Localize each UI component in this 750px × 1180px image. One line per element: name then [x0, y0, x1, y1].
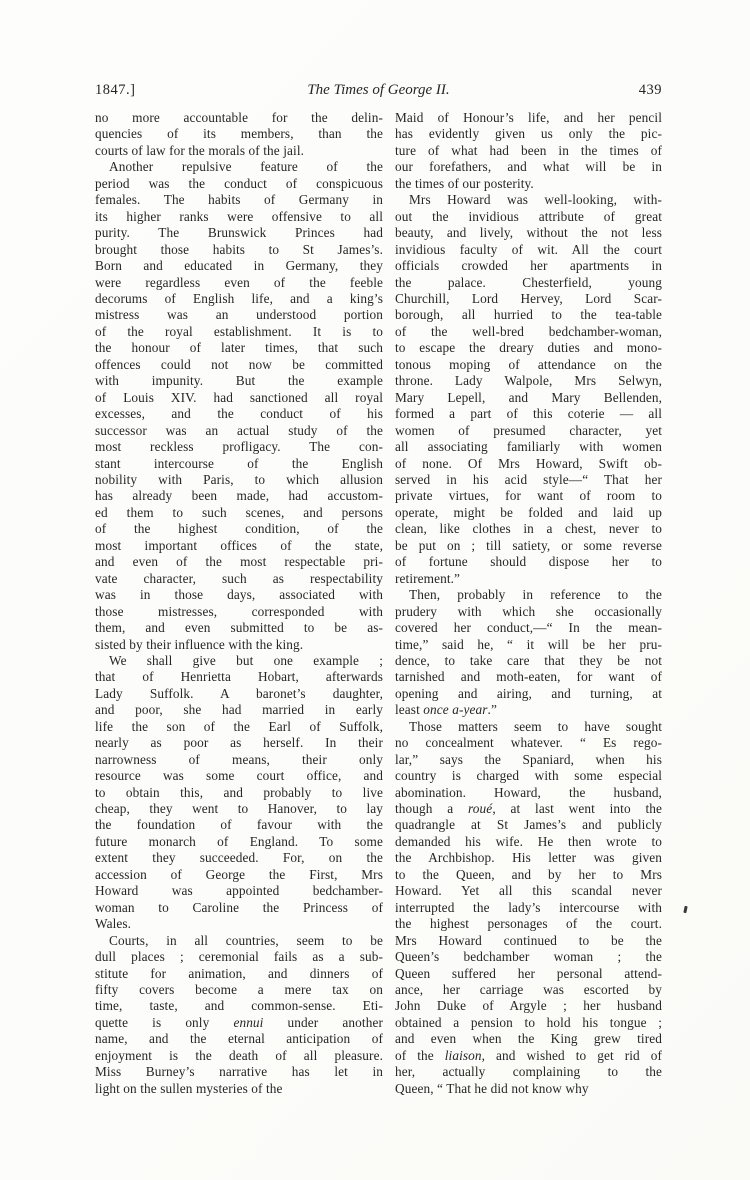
text-line: retirement.” [395, 570, 461, 586]
text-line: Howard. Yet all this scandal never [395, 883, 662, 899]
text-line: out the invidious attribute of great [395, 208, 662, 224]
text-line: ance, her carriage was escorted by [395, 982, 662, 998]
text-line: extent they succeeded. For, on the [95, 850, 383, 866]
page-date: 1847.] [95, 82, 136, 98]
text-line: We shall give but one example ; [109, 652, 383, 668]
left-column [95, 110, 383, 1097]
text-line: has already been made, had accustom- [95, 488, 383, 504]
text-line: resource was some court office, and [95, 768, 383, 784]
paragraph [95, 653, 383, 933]
text-line: vate character, such as respectability [95, 570, 383, 586]
text-line: females. The habits of Germany in [95, 192, 383, 208]
text-line: sisted by their influence with the king. [95, 636, 304, 652]
text-line: all associating familiarly with women [395, 439, 662, 455]
text-line: time, taste, and common-sense. Eti- [95, 998, 383, 1014]
text-line: brought those habits to St James’s. [95, 241, 383, 257]
text-line: and even of the most respectable pri- [95, 554, 383, 570]
paragraph [395, 587, 662, 719]
running-title: The Times of George II. [307, 82, 450, 98]
page-header [95, 82, 662, 99]
text-line: the honour of later times, that such [95, 340, 383, 356]
text-line: opening and airing, and turning, at [395, 685, 662, 701]
text-line: successor was an actual study of the [95, 422, 383, 438]
text-line: country is charged with some especial [395, 768, 662, 784]
text-line: formed a part of this coterie — all [395, 406, 662, 422]
text-line: operate, might be folded and laid up [395, 504, 662, 520]
text-line: Maid of Honour’s life, and her pencil [395, 110, 662, 125]
text-line: of the liaison, and wished to get rid of [395, 1047, 662, 1063]
paragraph [95, 110, 383, 159]
text-line: most important offices of the state, [95, 537, 383, 553]
text-line: no more accountable for the delin- [95, 110, 383, 125]
text-line: private virtues, for want of room to [395, 488, 662, 504]
text-line: future monarch of England. To some [95, 833, 383, 849]
text-line: ture of what had been in the times of [395, 142, 662, 158]
page-body [95, 110, 662, 1097]
text-line: the foundation of favour with the [95, 817, 383, 833]
text-line: demanded his wife. He then wrote to [395, 833, 662, 849]
text-line: ed them to such scenes, and persons [95, 504, 383, 520]
text-line: the palace. Chesterfield, young [395, 274, 662, 290]
text-line: Miss Burney’s narrative has let in [95, 1064, 383, 1080]
text-line: purity. The Brunswick Princes had [95, 225, 383, 241]
text-line: Queen’s bedchamber woman ; the [395, 949, 662, 965]
text-line: no concealment whatever. “ Es rego- [395, 735, 662, 751]
text-line: Lady Suffolk. A baronet’s daughter, [95, 685, 383, 701]
ink-speck [683, 906, 687, 913]
text-line: Howard was appointed bedchamber- [95, 883, 383, 899]
text-line: invidious faculty of wit. All the court [395, 241, 662, 257]
text-line: be put on ; till satiety, or some reverse [395, 537, 662, 553]
text-line: period was the conduct of conspicuous [95, 175, 383, 191]
text-line: our forefathers, and what will be in [395, 159, 662, 175]
text-line: Mrs Howard was well-looking, with- [409, 192, 662, 208]
right-column [395, 110, 662, 1097]
text-line: dull places ; ceremonial fails as a sub- [95, 949, 383, 965]
text-line: abomination. Howard, the husband, [395, 784, 662, 800]
text-line: dence, to take care that they be not [395, 652, 662, 668]
text-line: Queen suffered her personal attend- [395, 965, 662, 981]
text-line: were regardless even of the feeble [95, 274, 383, 290]
paragraph [395, 719, 662, 1097]
text-line: Another repulsive feature of the [109, 159, 383, 175]
text-line: served in his acid style—“ That her [395, 471, 662, 487]
text-line: quadrangle at St James’s and publicly [395, 817, 662, 833]
text-line: least once a-year.” [395, 702, 497, 718]
text-line: light on the sullen mysteries of the [95, 1080, 283, 1096]
text-line: those mistresses, corresponded with [95, 603, 383, 619]
text-line: excesses, and the conduct of his [95, 406, 383, 422]
text-line: John Duke of Argyle ; her husband [395, 998, 662, 1014]
text-line: the highest personages of the court. [395, 916, 662, 932]
text-line: the Archbishop. His letter was given [395, 850, 662, 866]
text-line: time,” said he, “ it will be her pru- [395, 636, 662, 652]
text-line: and even when the King grew tired [395, 1031, 662, 1047]
text-line: obtained a pension to hold his tongue ; [395, 1014, 662, 1030]
text-line: throne. Lady Walpole, Mrs Selwyn, [395, 373, 662, 389]
text-line: mistress was an understood portion [95, 307, 383, 323]
text-line: Wales. [95, 916, 132, 932]
text-line: covered her conduct,—“ In the mean- [395, 620, 662, 636]
text-line: stant intercourse of the English [95, 455, 383, 471]
text-line: tonous moping of attendance on the [395, 356, 662, 372]
text-line: tarnished and moth-eaten, for want of [395, 669, 662, 685]
text-line: to escape the dreary duties and mono- [395, 340, 662, 356]
paragraph [395, 110, 662, 192]
text-line: to obtain this, and probably to live [95, 784, 383, 800]
text-line: with impunity. But the example [95, 373, 383, 389]
text-line: stitute for animation, and dinners of [95, 965, 383, 981]
page-number: 439 [638, 82, 662, 98]
text-line: Mrs Howard continued to be the [395, 932, 662, 948]
text-line: women of presumed character, yet [395, 422, 662, 438]
text-line: to the Queen, and by her to Mrs [395, 866, 662, 882]
text-line: of the highest condition, of the [95, 521, 383, 537]
text-line: was in those days, associated with [95, 587, 383, 603]
text-line: Those matters seem to have sought [409, 718, 662, 734]
text-line: Then, probably in reference to the [409, 587, 662, 603]
text-line: accession of George the First, Mrs [95, 866, 383, 882]
text-line: narrowness of means, their only [95, 751, 383, 767]
paragraph [95, 159, 383, 653]
text-line: officials crowded her apartments in [395, 258, 662, 274]
text-line: cheap, they went to Hanover, to lay [95, 801, 383, 817]
text-line: of Louis XIV. had sanctioned all royal [95, 389, 383, 405]
text-line: quette is only ennui under another [95, 1014, 383, 1030]
text-line: name, and the eternal anticipation of [95, 1031, 383, 1047]
text-line: lar,” says the Spaniard, when his [395, 751, 662, 767]
text-line: courts of law for the morals of the jail. [95, 142, 305, 158]
text-line: interrupted the lady’s intercourse with [395, 899, 662, 915]
text-line: Queen, “ That he did not know why [395, 1080, 589, 1096]
text-line: has evidently given us only the pic- [395, 126, 662, 142]
text-line: life the son of the Earl of Suffolk, [95, 718, 383, 734]
text-line: her, actually complaining to the [395, 1064, 662, 1080]
text-line: borough, all hurried to the tea-table [395, 307, 662, 323]
text-line: of the well-bred bedchamber-woman, [395, 323, 662, 339]
text-line: Mary Lepell, and Mary Bellenden, [395, 389, 662, 405]
text-line: quencies of its members, than the [95, 126, 383, 142]
text-line: its higher ranks were offensive to all [95, 208, 383, 224]
text-line: enjoyment is the death of all pleasure. [95, 1047, 383, 1063]
text-line: fifty covers become a mere tax on [95, 982, 383, 998]
text-line: clean, like clothes in a chest, never to [395, 521, 662, 537]
text-line: offences could not now be committed [95, 356, 383, 372]
text-line: nearly as poor as herself. In their [95, 735, 383, 751]
text-line: that of Henrietta Hobart, afterwards [95, 669, 383, 685]
paragraph [395, 192, 662, 587]
text-line: of fortune should dispose her to [395, 554, 662, 570]
text-line: the times of our posterity. [395, 175, 534, 191]
text-line: woman to Caroline the Princess of [95, 899, 383, 915]
text-line: of none. Of Mrs Howard, Swift ob- [395, 455, 662, 471]
text-line: though a roué, at last went into the [395, 801, 662, 817]
paragraph [95, 933, 383, 1098]
text-line: of the royal establishment. It is to [95, 323, 383, 339]
text-line: them, and even submitted to be as- [95, 620, 383, 636]
text-line: and poor, she had married in early [95, 702, 383, 718]
text-line: Courts, in all countries, seem to be [109, 932, 383, 948]
text-line: most reckless profligacy. The con- [95, 439, 383, 455]
text-line: Churchill, Lord Hervey, Lord Scar- [395, 290, 662, 306]
text-line: decorums of English life, and a king’s [95, 290, 383, 306]
text-line: nobility with Paris, to which allusion [95, 471, 383, 487]
text-line: prudery with which she occasionally [395, 603, 662, 619]
text-line: Born and educated in Germany, they [95, 258, 383, 274]
text-line: beauty, and lively, without the not less [395, 225, 662, 241]
